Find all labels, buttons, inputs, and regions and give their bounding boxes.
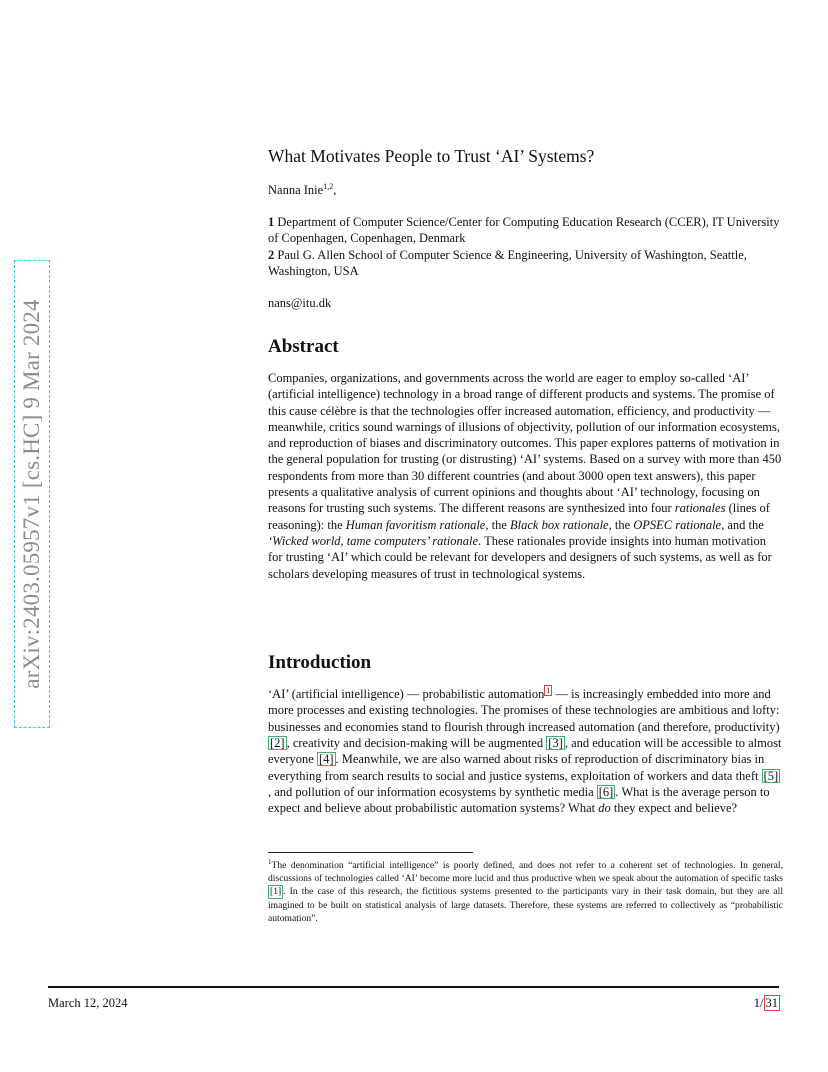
rationale-wicked-world: ‘Wicked world, tame computers’ rationale <box>268 533 479 548</box>
author-trail: , <box>333 183 337 198</box>
page-slash: / <box>760 996 764 1010</box>
abstract-sep: , the <box>608 517 634 532</box>
footnote-divider <box>268 852 473 853</box>
intro-emphasis: do <box>598 801 611 816</box>
intro-part: , and pollution of our information ecosystems by synthetic media <box>268 784 597 799</box>
intro-part: . Meanwhile, we are also warned about risks of reproduction of discriminatory bias in everything from search results to social and justice systems, exploitation of workers and data theft <box>268 752 765 783</box>
footnote-number: 1 <box>268 858 272 866</box>
abstract-heading: Abstract <box>268 336 339 357</box>
abstract-sep: , and the <box>721 517 764 532</box>
author-name: Nanna Inie <box>268 183 324 198</box>
footer-divider <box>48 986 779 988</box>
author-affiliation-sup: 1,2 <box>323 182 334 191</box>
arxiv-id[interactable]: arXiv:2403.05957v1 [cs.HC] 9 Mar 2024 <box>19 299 44 689</box>
citation-link-2[interactable]: [2] <box>270 736 285 751</box>
intro-part: ‘AI’ (artificial intelligence) — probabilistic automation <box>268 687 545 702</box>
intro-part: — is increasingly embedded into more and more processes and existing technologies. The promises of these technologies are ambitious and lofty: businesses and economies stand to flourish through increased automation (and therefore, productivity) <box>268 687 780 734</box>
abstract-part: (lines of reasoning): the <box>268 501 770 532</box>
affiliation-num: 1 <box>268 215 275 229</box>
intro-part: , creativity and decision-making will be augmented <box>286 736 547 751</box>
affiliation-text: Paul G. Allen School of Computer Science & Engineering, University of Washington, Seattle, Washington, USA <box>268 247 747 278</box>
intro-part: , and education will be accessible to almost everyone <box>268 736 782 767</box>
footnote-part: . In the case of this research, the fictitious systems presented to the participants vary in their task domain, but they are all imagined to be built on statistical analysis of large datasets. Therefore, these systems are referred to collectively as “probabilistic automation”. <box>268 886 783 925</box>
current-page: 1 <box>753 996 761 1010</box>
footer-date: March 12, 2024 <box>48 996 128 1010</box>
page-number <box>754 996 780 1011</box>
footnote-1 <box>268 856 783 925</box>
paper-title: What Motivates People to Trust ‘AI’ Systems? <box>268 146 595 166</box>
rationale-opsec: OPSEC rationale <box>633 517 722 532</box>
affiliations <box>268 214 783 279</box>
affiliation-text: Department of Computer Science/Center for Computing Education Research (CCER), IT University of Copenhagen, Copenhagen, Denmark <box>268 215 780 246</box>
citation-link-3[interactable]: [3] <box>548 736 563 751</box>
abstract-sep: , the <box>485 517 511 532</box>
abstract-rationales-word: rationales <box>674 501 726 516</box>
footnote-part: The denomination “artificial intelligence” is poorly defined, and does not refer to a coherent set of technologies. In general, discussions of technologies called ‘AI’ become more lucid and thus productive when we speak about the automation of specific tasks <box>268 860 783 885</box>
intro-part: . What is the average person to expect and believe about probabilistic automation systems? What <box>268 784 770 816</box>
introduction-heading: Introduction <box>268 652 372 673</box>
citation-link-1[interactable]: [1] <box>270 886 282 898</box>
author-email[interactable]: nans@itu.dk <box>268 296 332 310</box>
abstract-part: Companies, organizations, and governments across the world are eager to employ so-called ‘AI’ (artificial intelligence) technology in a broad range of different products and systems. The promise of this cause célèbre is that the technologies offer increased automation, efficiency, and productivity — meanwhile, critics sound warnings of illusions of objectivity, pollution of our information ecosystems, and reproduction of biases and discriminatory outcomes. This paper explores patterns of motivation in the general population for trusting (or distrusting) ‘AI’ systems. Based on a survey with more than 450 respondents from more than 30 different countries (and about 3000 open text answers), this paper presents a qualitative analysis of current opinions and thoughts about ‘AI’ technology, focusing on reasons for trusting such systems. The different reasons are synthesized into four <box>268 371 782 516</box>
rationale-black-box: Black box rationale <box>510 517 609 532</box>
citation-link-5[interactable]: [5] <box>763 768 779 783</box>
footnote-ref-link[interactable]: 1 <box>546 686 551 695</box>
abstract-text <box>268 370 783 582</box>
affiliation-num: 2 <box>268 247 275 262</box>
rationale-human-favoritism: Human favoritism rationale <box>345 517 486 532</box>
total-pages-link[interactable]: 31 <box>765 996 778 1010</box>
citation-link-4[interactable]: [4] <box>318 752 334 767</box>
intro-part: they expect and believe? <box>610 801 738 816</box>
introduction-text <box>268 686 783 817</box>
citation-link-6[interactable]: [6] <box>598 784 614 799</box>
affiliation-1 <box>268 214 783 247</box>
abstract-part: . These rationales provide insights into human motivation for trusting ‘AI’ which could be relevant for developers and designers of such systems, as well as for scholars developing measures of trust in technological systems. <box>268 533 772 581</box>
author-line <box>268 182 336 198</box>
arxiv-stamp <box>14 260 50 728</box>
affiliation-2 <box>268 247 783 280</box>
